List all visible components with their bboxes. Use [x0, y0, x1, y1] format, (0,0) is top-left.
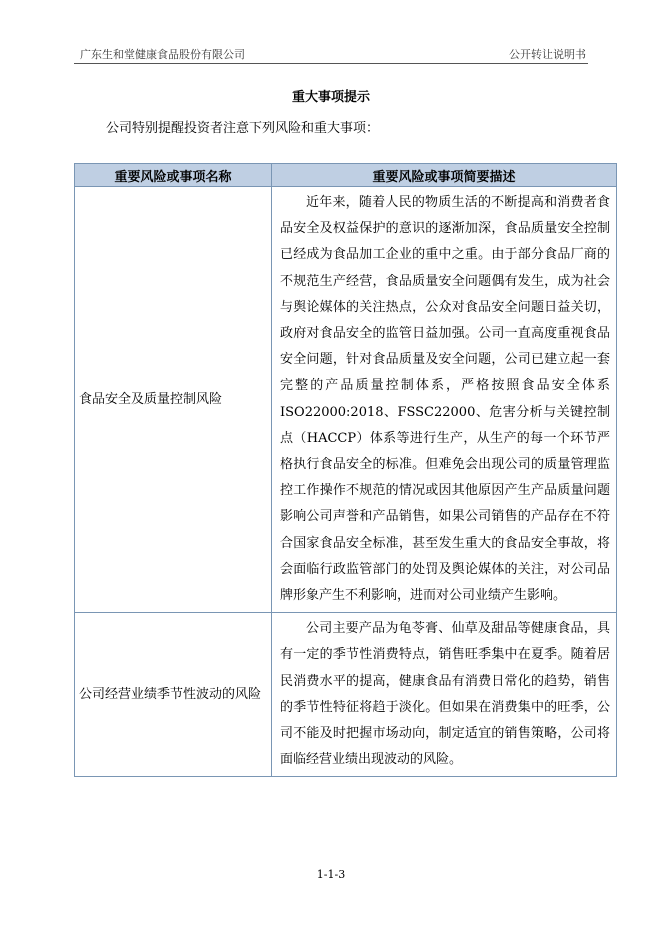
table-row: [75, 613, 617, 777]
intro-paragraph: 公司特别提醒投资者注意下列风险和重大事项：: [106, 121, 380, 136]
table-row: [75, 187, 617, 613]
column-header-risk-description: 重要风险或事项简要描述: [272, 164, 617, 187]
risk-description-cell: [272, 187, 617, 613]
page-title: 重大事项提示: [291, 90, 370, 105]
risk-table: [74, 163, 617, 777]
risk-description-text: 公司主要产品为龟苓膏、仙草及甜品等健康食品，具有一定的季节性消费特点，销售旺季集中在夏季。随着居民消费水平的提高，健康食品有消费日常化的趋势，销售的季节性特征将趋于淡化。但如果在消费集中的旺季，公司不能及时把握市场动向，制定适宜的销售策略，公司将面临经营业绩出现波动的风险。: [280, 621, 610, 768]
risk-description-cell: [272, 613, 617, 777]
page-number: 1-1-3: [316, 868, 346, 881]
risk-name-cell: 公司经营业绩季节性波动的风险: [75, 613, 272, 777]
table-header-row: [75, 164, 617, 187]
header-divider: [74, 63, 588, 64]
header-document-type: 公开转让说明书: [509, 48, 586, 61]
column-header-risk-name: 重要风险或事项名称: [75, 164, 272, 187]
header-company-name: 广东生和堂健康食品股份有限公司: [80, 48, 245, 61]
risk-name-cell: 食品安全及质量控制风险: [75, 187, 272, 613]
risk-description-text: 近年来，随着人民的物质生活的不断提高和消费者食品安全及权益保护的意识的逐渐加深，食品质量安全控制已经成为食品加工企业的重中之重。由于部分食品厂商的不规范生产经营，食品质量安全问题偶有发生，成为社会与舆论媒体的关注热点，公众对食品安全问题日益关切，政府对食品安全的监管日益加强。公司一直高度重视食品安全问题，针对食品质量及安全问题，公司已建立起一套完整的产品质量控制体系，严格按照食品安全体系 ISO22000:2018、FSSC22000、危害分析与关键控制点（HACCP）体系等进行生产，从生产的每一个环节严格执行食品安全的标准。但难免会出现公司的质量管理监控工作操作不规范的情况或因其他原因产生产品质量问题影响公司声誉和产品销售，如果公司销售的产品存在不符合国家食品安全标准，甚至发生重大的食品安全事故，将会面临行政监管部门的处罚及舆论媒体的关注，对公司品牌形象产生不利影响，进而对公司业绩产生影响。: [280, 195, 610, 604]
